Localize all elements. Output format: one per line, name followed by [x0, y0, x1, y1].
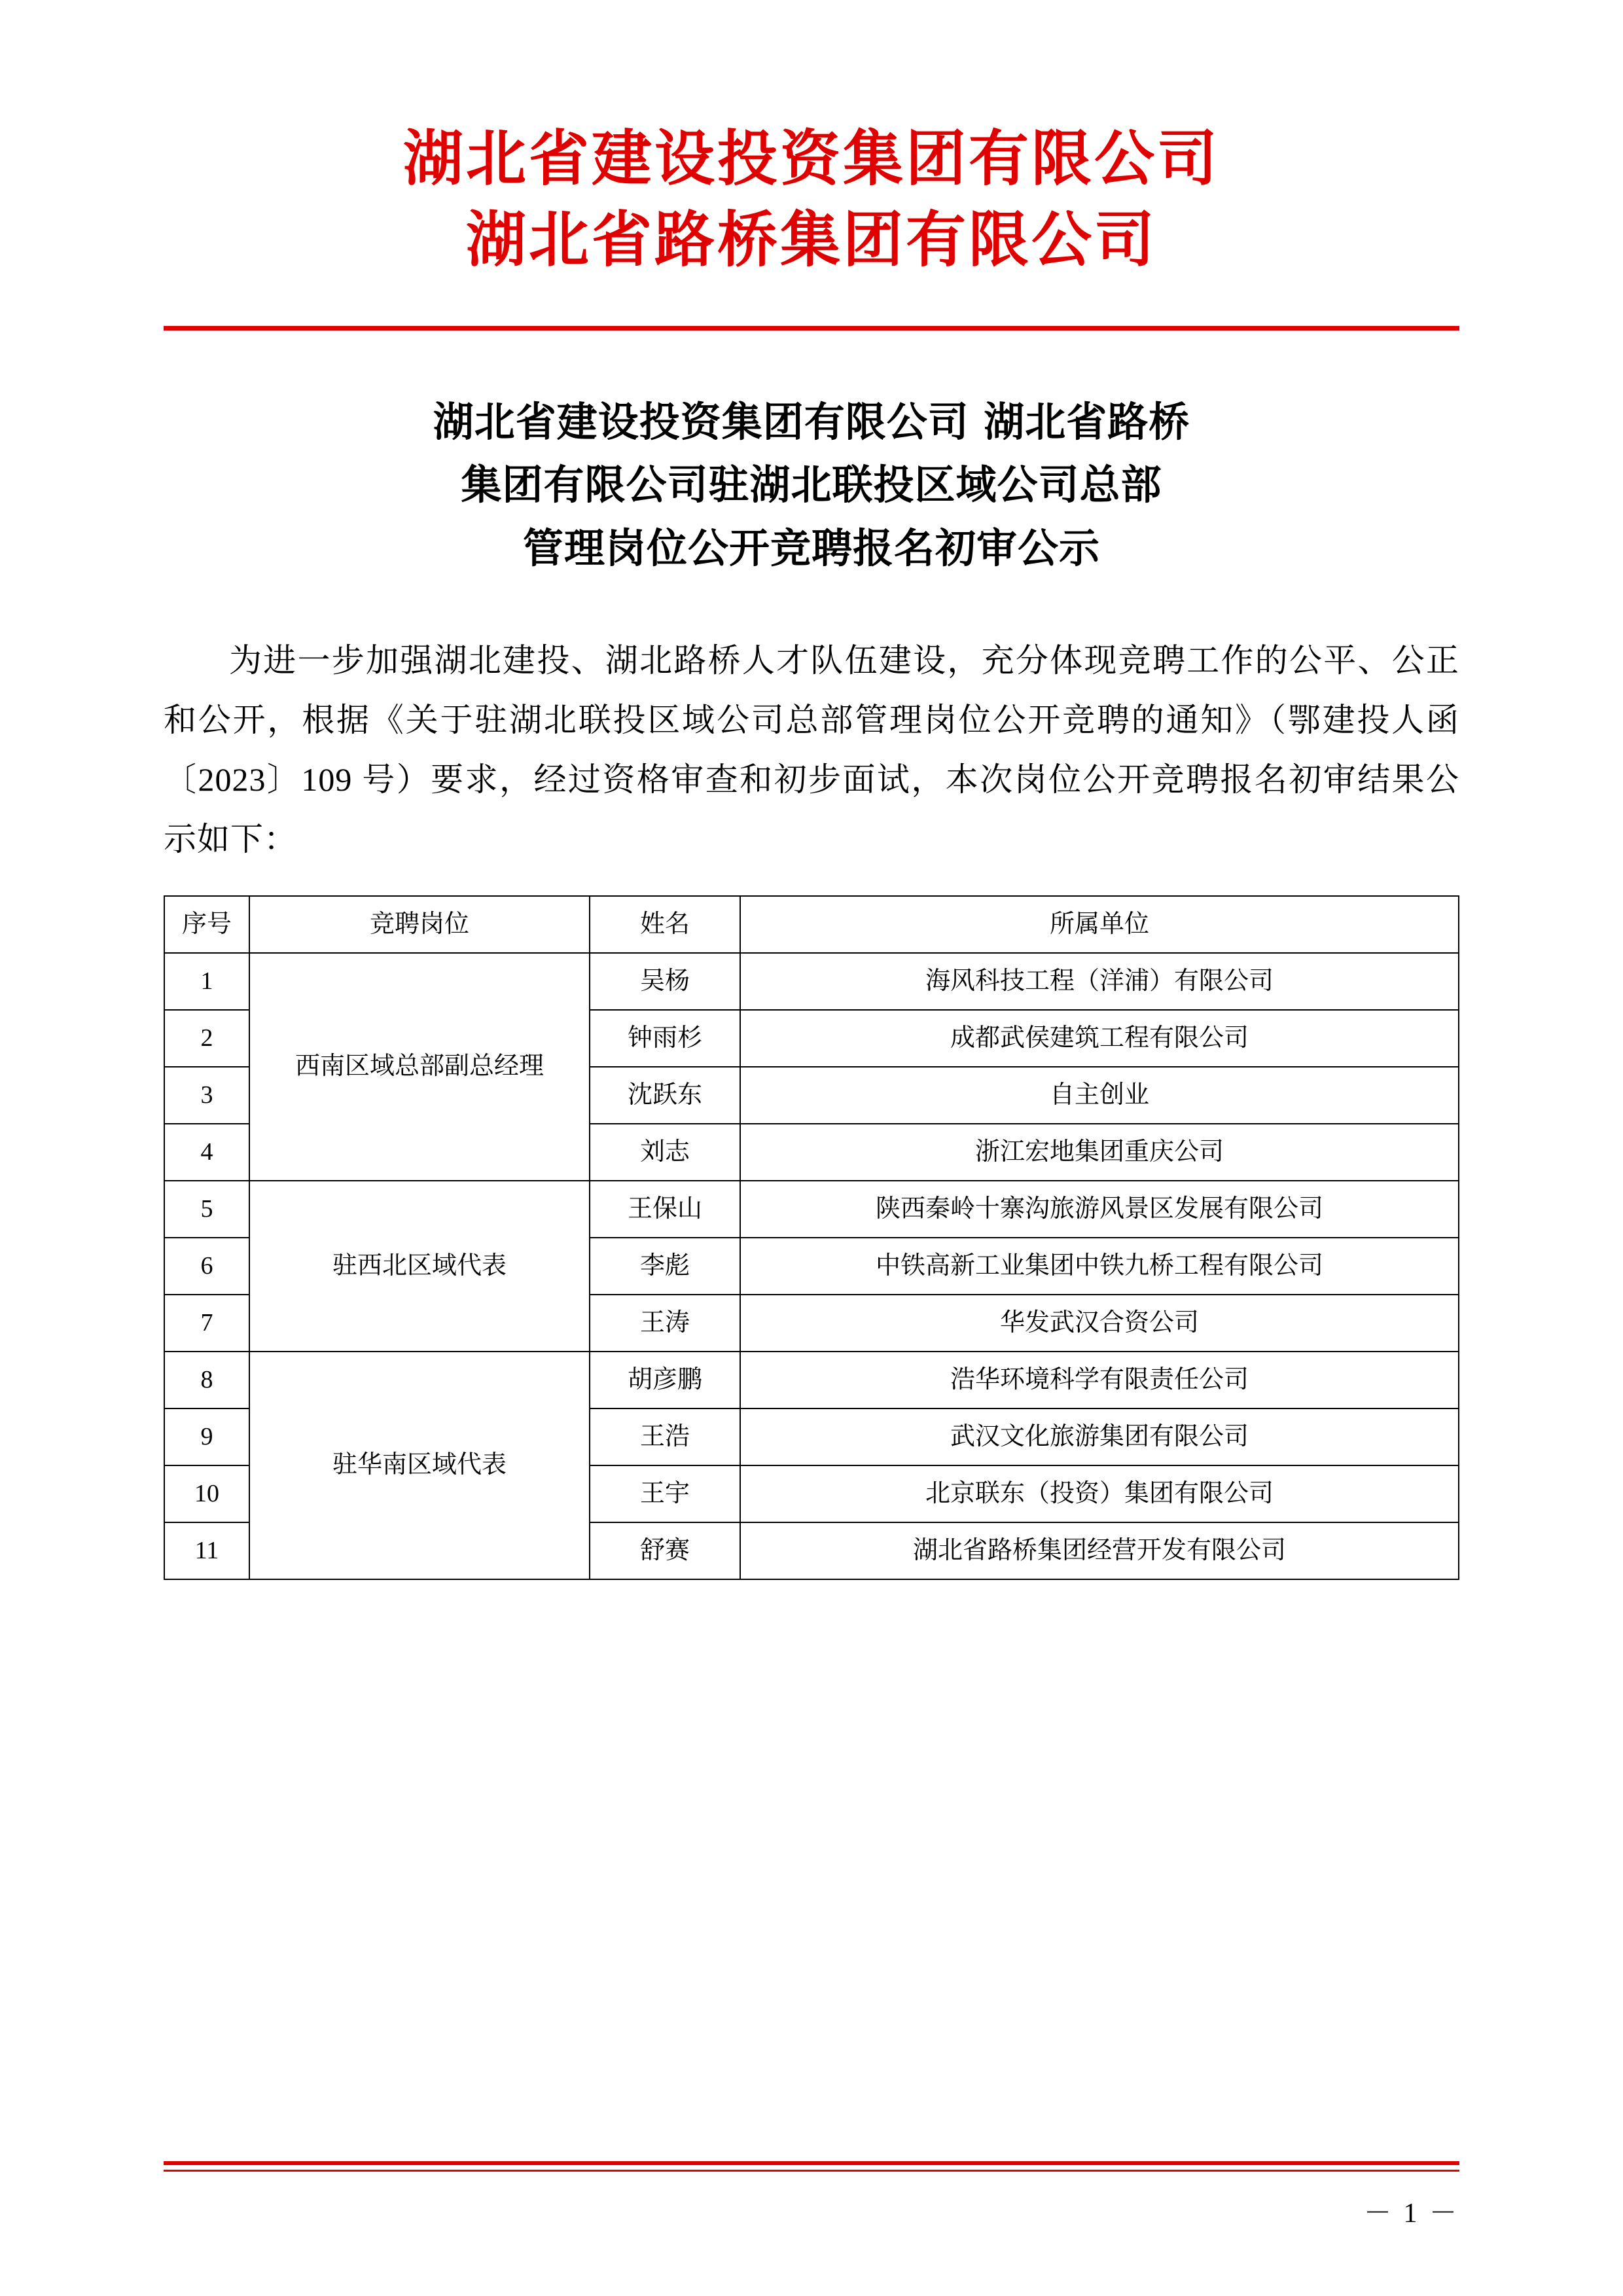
cell-unit: 浩华环境科学有限责任公司 — [740, 1352, 1459, 1408]
footer-rule-thick — [164, 2161, 1459, 2165]
cell-post: 西南区域总部副总经理 — [249, 953, 590, 1181]
cell-seq: 9 — [164, 1408, 249, 1465]
cell-name: 吴杨 — [590, 953, 740, 1010]
cell-seq: 7 — [164, 1295, 249, 1352]
cell-unit: 中铁高新工业集团中铁九桥工程有限公司 — [740, 1238, 1459, 1295]
intro-paragraph: 为进一步加强湖北建投、湖北路桥人才队伍建设，充分体现竞聘工作的公平、公正和公开，根据《关于驻湖北联投区域公司总部管理岗位公开竞聘的通知》（鄂建投人函〔2023〕109 号）要求，经过资格审查和初步面试，本次岗位公开竞聘报名初审结果公示如下： — [164, 641, 1459, 857]
cell-seq: 3 — [164, 1067, 249, 1124]
cell-unit: 湖北省路桥集团经营开发有限公司 — [740, 1522, 1459, 1579]
cell-unit: 武汉文化旅游集团有限公司 — [740, 1408, 1459, 1465]
cell-seq: 6 — [164, 1238, 249, 1295]
cell-name: 钟雨杉 — [590, 1010, 740, 1067]
table-header-name: 姓名 — [590, 896, 740, 953]
cell-name: 舒赛 — [590, 1522, 740, 1579]
cell-seq: 8 — [164, 1352, 249, 1408]
cell-seq: 4 — [164, 1124, 249, 1181]
table-row — [164, 953, 1459, 1010]
page-title-line-2: 集团有限公司驻湖北联投区域公司总部 — [461, 461, 1162, 509]
cell-unit: 海风科技工程（洋浦）有限公司 — [740, 953, 1459, 1010]
table-header-post: 竞聘岗位 — [249, 896, 590, 953]
page-title-line-3: 管理岗位公开竞聘报名初审公示 — [522, 524, 1100, 572]
cell-seq: 1 — [164, 953, 249, 1010]
cell-seq: 11 — [164, 1522, 249, 1579]
cell-unit: 陕西秦岭十寨沟旅游风景区发展有限公司 — [740, 1181, 1459, 1238]
cell-name: 胡彦鹏 — [590, 1352, 740, 1408]
letterhead-line-1: 湖北省建设投资集团有限公司 — [402, 123, 1220, 194]
footer-red-rules — [164, 2161, 1459, 2172]
cell-unit: 成都武侯建筑工程有限公司 — [740, 1010, 1459, 1067]
cell-name: 李彪 — [590, 1238, 740, 1295]
cell-post: 驻西北区域代表 — [249, 1181, 590, 1352]
table-header-unit: 所属单位 — [740, 896, 1459, 953]
letterhead — [164, 118, 1459, 280]
cell-seq: 10 — [164, 1465, 249, 1522]
cell-seq: 2 — [164, 1010, 249, 1067]
cell-name: 王保山 — [590, 1181, 740, 1238]
table-header-row — [164, 896, 1459, 953]
cell-unit: 浙江宏地集团重庆公司 — [740, 1124, 1459, 1181]
cell-name: 沈跃东 — [590, 1067, 740, 1124]
cell-post: 驻华南区域代表 — [249, 1352, 590, 1579]
body-text — [164, 631, 1459, 869]
page-number: － 1 － — [1363, 2198, 1459, 2229]
cell-seq: 5 — [164, 1181, 249, 1238]
candidates-table — [164, 895, 1459, 1580]
page-title-line-1: 湖北省建设投资集团有限公司 湖北省路桥 — [433, 398, 1190, 446]
footer-rule-thin — [164, 2170, 1459, 2172]
table-header-seq: 序号 — [164, 896, 249, 953]
cell-unit: 自主创业 — [740, 1067, 1459, 1124]
cell-name: 王涛 — [590, 1295, 740, 1352]
letterhead-red-rule — [164, 326, 1459, 331]
cell-name: 刘志 — [590, 1124, 740, 1181]
table-row — [164, 1181, 1459, 1238]
letterhead-line-2: 湖北省路桥集团有限公司 — [465, 204, 1157, 276]
cell-name: 王浩 — [590, 1408, 740, 1465]
table-row — [164, 1352, 1459, 1408]
cell-unit: 北京联东（投资）集团有限公司 — [740, 1465, 1459, 1522]
cell-unit: 华发武汉合资公司 — [740, 1295, 1459, 1352]
cell-name: 王宇 — [590, 1465, 740, 1522]
page-title — [164, 391, 1459, 579]
